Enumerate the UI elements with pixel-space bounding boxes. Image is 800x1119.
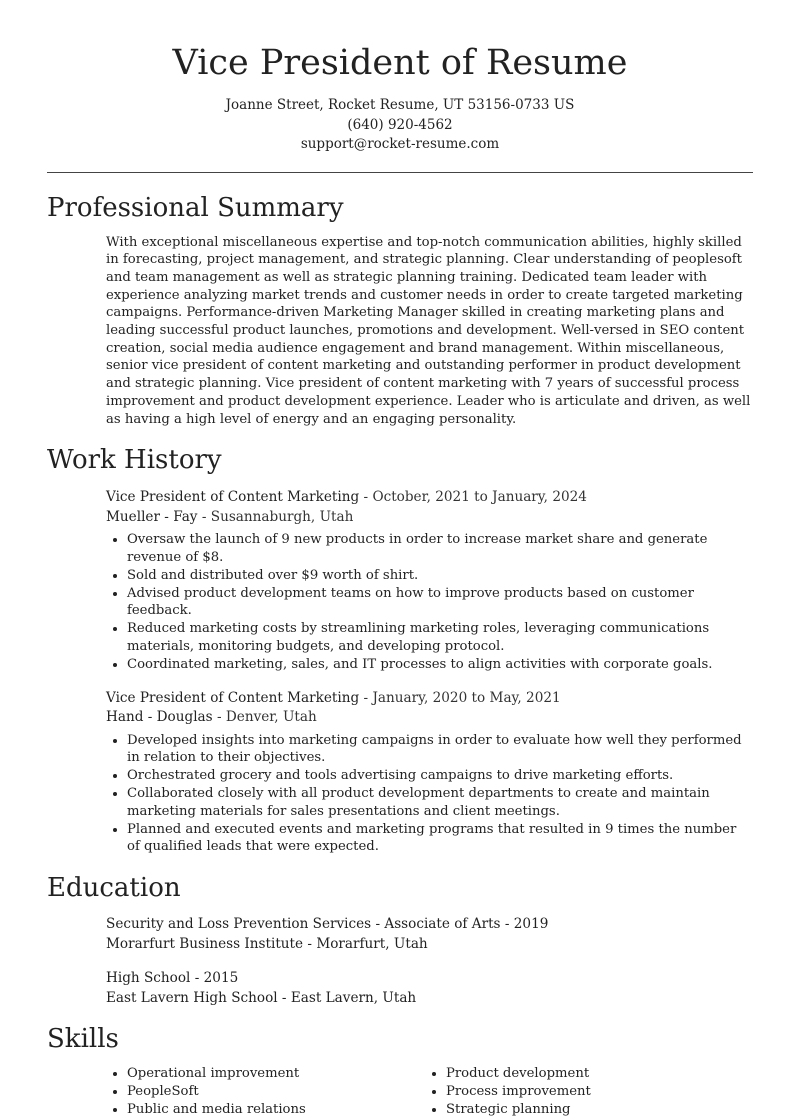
skills-list	[0, 1065, 800, 1118]
education-heading: Education	[47, 873, 181, 904]
education-school: Morarfurt Business Institute	[106, 935, 304, 952]
education-year: 2015	[203, 970, 239, 987]
list-item: • Sold and distributed over $9 worth of shirt.	[127, 567, 753, 585]
job-bullets	[106, 531, 753, 673]
list-item: • Strategic planning	[446, 1101, 744, 1119]
job-location: Susannaburgh, Utah	[210, 508, 354, 525]
list-item: • Collaborated closely with all product development departments to create and maintain marketing materials for sales presentations and client meetings.	[127, 785, 753, 821]
list-item: • Developed insights into marketing campaigns in order to evaluate how well they performed in relation to their objectives.	[127, 732, 753, 768]
list-item: • Planned and executed events and marketing programs that resulted in 9 times the number of qualified leads that were expected.	[127, 821, 753, 857]
job-title-line: Vice President of Content Marketing - October, 2021 to January, 2024	[106, 489, 587, 506]
work-history-heading: Work History	[47, 445, 222, 476]
header-divider	[47, 172, 753, 173]
list-item: • Orchestrated grocery and tools advertising campaigns to drive marketing efforts.	[127, 767, 753, 785]
skills-column-left	[106, 1065, 425, 1118]
list-item: • Product development	[446, 1065, 744, 1083]
education-degree: High School	[106, 970, 191, 987]
education-school-line: Morarfurt Business Institute - Morarfurt, Utah	[106, 935, 428, 952]
job-position: Vice President of Content Marketing	[106, 689, 360, 706]
job-dates: January, 2020 to May, 2021	[372, 689, 561, 706]
list-item: • Operational improvement	[127, 1065, 425, 1083]
job-entry	[0, 488, 800, 673]
skills-column-right	[425, 1065, 744, 1118]
job-company: Mueller - Fay	[106, 508, 198, 525]
list-item: • Coordinated marketing, sales, and IT processes to align activities with corporate goals.	[127, 656, 753, 674]
education-school: East Lavern High School	[106, 989, 278, 1006]
contact-email: support@rocket-resume.com	[300, 136, 500, 152]
education-year: 2019	[513, 916, 549, 933]
contact-address: Joanne Street, Rocket Resume, UT 53156-0733 US	[225, 97, 575, 113]
job-entry	[0, 689, 800, 857]
list-item: • Process improvement	[446, 1083, 744, 1101]
education-entry	[0, 915, 800, 954]
job-company-line: Mueller - Fay - Susannaburgh, Utah	[106, 508, 354, 525]
job-company: Hand - Douglas	[106, 709, 213, 726]
education-location: East Lavern, Utah	[290, 989, 417, 1006]
job-company-line: Hand - Douglas - Denver, Utah	[106, 709, 317, 726]
job-bullets	[106, 732, 753, 857]
summary-heading: Professional Summary	[47, 192, 344, 223]
education-degree-line: Security and Loss Prevention Services - Associate of Arts - 2019	[106, 916, 549, 933]
candidate-name: Vice President of Resume	[172, 43, 628, 83]
skills-heading: Skills	[47, 1024, 119, 1055]
list-item: • Public and media relations	[127, 1101, 425, 1119]
list-item: • Advised product development teams on how to improve products based on customer feedback.	[127, 585, 753, 621]
job-title-line: Vice President of Content Marketing - January, 2020 to May, 2021	[106, 689, 561, 706]
contact-phone: (640) 920-4562	[347, 116, 453, 133]
resume-header	[0, 0, 800, 155]
education-degree-line: High School - 2015	[106, 970, 239, 987]
list-item: • Reduced marketing costs by streamlining marketing roles, leveraging communications materials, monitoring budgets, and developing protocol.	[127, 620, 753, 656]
education-school-line: East Lavern High School - East Lavern, Utah	[106, 989, 417, 1006]
job-location: Denver, Utah	[225, 709, 317, 726]
education-location: Morarfurt, Utah	[316, 935, 428, 952]
education-entry	[0, 969, 800, 1008]
job-position: Vice President of Content Marketing	[106, 489, 360, 506]
job-dates: October, 2021 to January, 2024	[372, 489, 587, 506]
list-item: • PeopleSoft	[127, 1083, 425, 1101]
list-item: • Oversaw the launch of 9 new products in order to increase market share and generate revenue of $8.	[127, 531, 753, 567]
summary-text: With exceptional miscellaneous expertise and top-notch communication abilities, highly skilled in forecasting, project management, and strategic planning. Clear understanding of peoplesoft and team management as well as strategic planning training. Dedicated team leader with experience analyzing market trends and customer needs in order to create targeted marketing campaigns. Performance-driven Marketing Manager skilled in creating marketing plans and leading successful product launches, promotions and development. Well-versed in SEO content creation, social media audience engagement and brand management. Within miscellaneous, senior vice president of content marketing and outstanding performer in product development and strategic planning. Vice president of content marketing with 7 years of successful process improvement and product development experience. Leader who is articulate and driven, as well as having a high level of energy and an engaging personality.	[106, 234, 751, 427]
education-degree: Security and Loss Prevention Services - Associate of Arts	[106, 916, 501, 933]
